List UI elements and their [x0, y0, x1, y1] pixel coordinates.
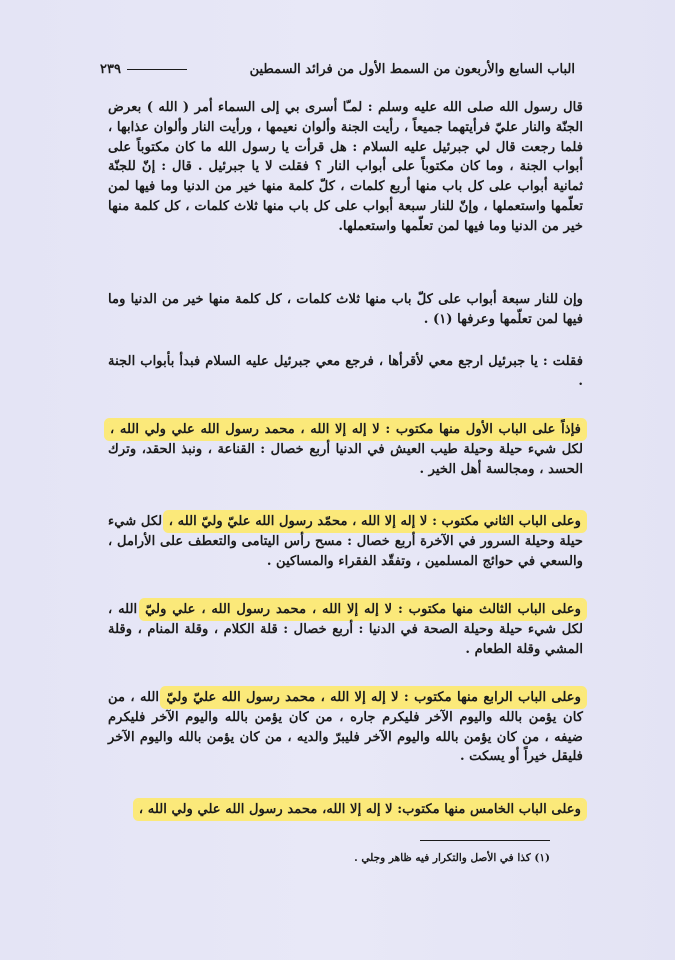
paragraph-intro: قال رسول الله صلى الله عليه وسلم : لمـّا أسرى بي إلى السماء أمر ( الله ) بعرض الجنّة والنار عليّ فرأيتهما جميعاً ، رأيت الجنة وألوان نعيمها ، ورأيت النار وألوان عذابها ، فلما رجعت قال لي جبرئيل عليه السلام : هل قرأت يا رسول الله ما كان مكتوباً على أبواب الجنة ، وما كان مكتوباً على أبواب النار ؟ فقلت لا يا جبرئيل . قال : إنّ للجنّة ثمانية أبواب على كل باب منها أربع كلمات ، كلّ كلمة منها خير من الدنيا وما فيها لمن تعلّمها واستعملها ، وإنّ للنار سبعة أبواب على كل باب منها ثلاث كلمات ، كل كلمة منها خير من الدنيا وما فيها لمن تعلّمها واستعملها.	[108, 100, 583, 234]
footnote-divider	[420, 840, 550, 841]
header-page-number	[100, 62, 193, 77]
door-4-paragraph	[108, 688, 583, 767]
door-2-highlight: وعلى الباب الثاني مكتوب : لا إله إلا الله ، محمّد رسول الله عليّ وليّ الله ،	[168, 514, 582, 529]
door-5-highlight: وعلى الباب الخامس منها مكتوب: لا إله إلا الله، محمد رسول الله علي ولي الله ،	[138, 802, 581, 817]
door-3-highlight: وعلى الباب الثالث منها مكتوب : لا إله إلا الله ، محمد رسول الله ، علي وليّ	[145, 602, 582, 617]
door-4-text: الله ، من كان يؤمن بالله واليوم الآخر فليكرم جاره ، من كان يؤمن بالله واليوم الآخر فليكرم ضيفه ، من كان يؤمن بالله واليوم الآخر فليبرّ والديه ، من كان يؤمن بالله واليوم الآخر فليقل خيراً أو يسكت .	[108, 690, 583, 765]
paragraph-fire-doors: وإن للنار سبعة أبواب على كلّ باب منها ثلاث كلمات ، كل كلمة منها خير من الدنيا وما فيها لمن تعلّمها وعرفها (١) .	[108, 292, 583, 327]
door-4-highlight: وعلى الباب الرابع منها مكتوب : لا إله إلا الله ، محمد رسول الله عليّ وليّ	[166, 690, 582, 705]
page-number: ٢٣٩	[100, 62, 121, 77]
door-3-paragraph	[108, 600, 583, 659]
header-dash	[127, 69, 187, 70]
paragraph-return: فقلت : يا جبرئيل ارجع معي لأقرأها ، فرجع معي جبرئيل عليه السلام فبدأ بأبواب الجنة .	[108, 354, 583, 389]
door-1-text: لكل شيء حيلة وحيلة طيب العيش في الدنيا أربع خصال : القناعة ، ونبذ الحقد، وترك الحسد ، ومجالسة أهل الخير .	[108, 441, 583, 477]
door-1-paragraph	[108, 420, 583, 479]
running-header	[100, 62, 575, 77]
door-2-paragraph	[108, 512, 583, 571]
door-1-highlight: فإذاً على الباب الأول منها مكتوب : لا إله إلا الله ، محمد رسول الله علي ولي الله ،	[110, 422, 581, 437]
door-3-text: الله ، لكل شيء حيلة وحيلة الصحة في الدنيا : أربع خصال : قلة الكلام ، وقلة المنام ، وقلة المشي وقلة الطعام .	[108, 602, 583, 657]
door-5-paragraph	[108, 800, 583, 820]
footnote: (١) كذا في الأصل والتكرار فيه ظاهر وجلي .	[354, 852, 550, 864]
header-title: الباب السابع والأربعون من السمط الأول من فرائد السمطين	[249, 62, 575, 77]
door-2-text: لكل شيء حيلة وحيلة السرور في الآخرة أربع خصال : مسح رأس اليتامى والتعطف على الأرامل ، والسعي في حوائج المسلمين ، وتفقّد الفقراء والمساكين .	[108, 514, 583, 569]
